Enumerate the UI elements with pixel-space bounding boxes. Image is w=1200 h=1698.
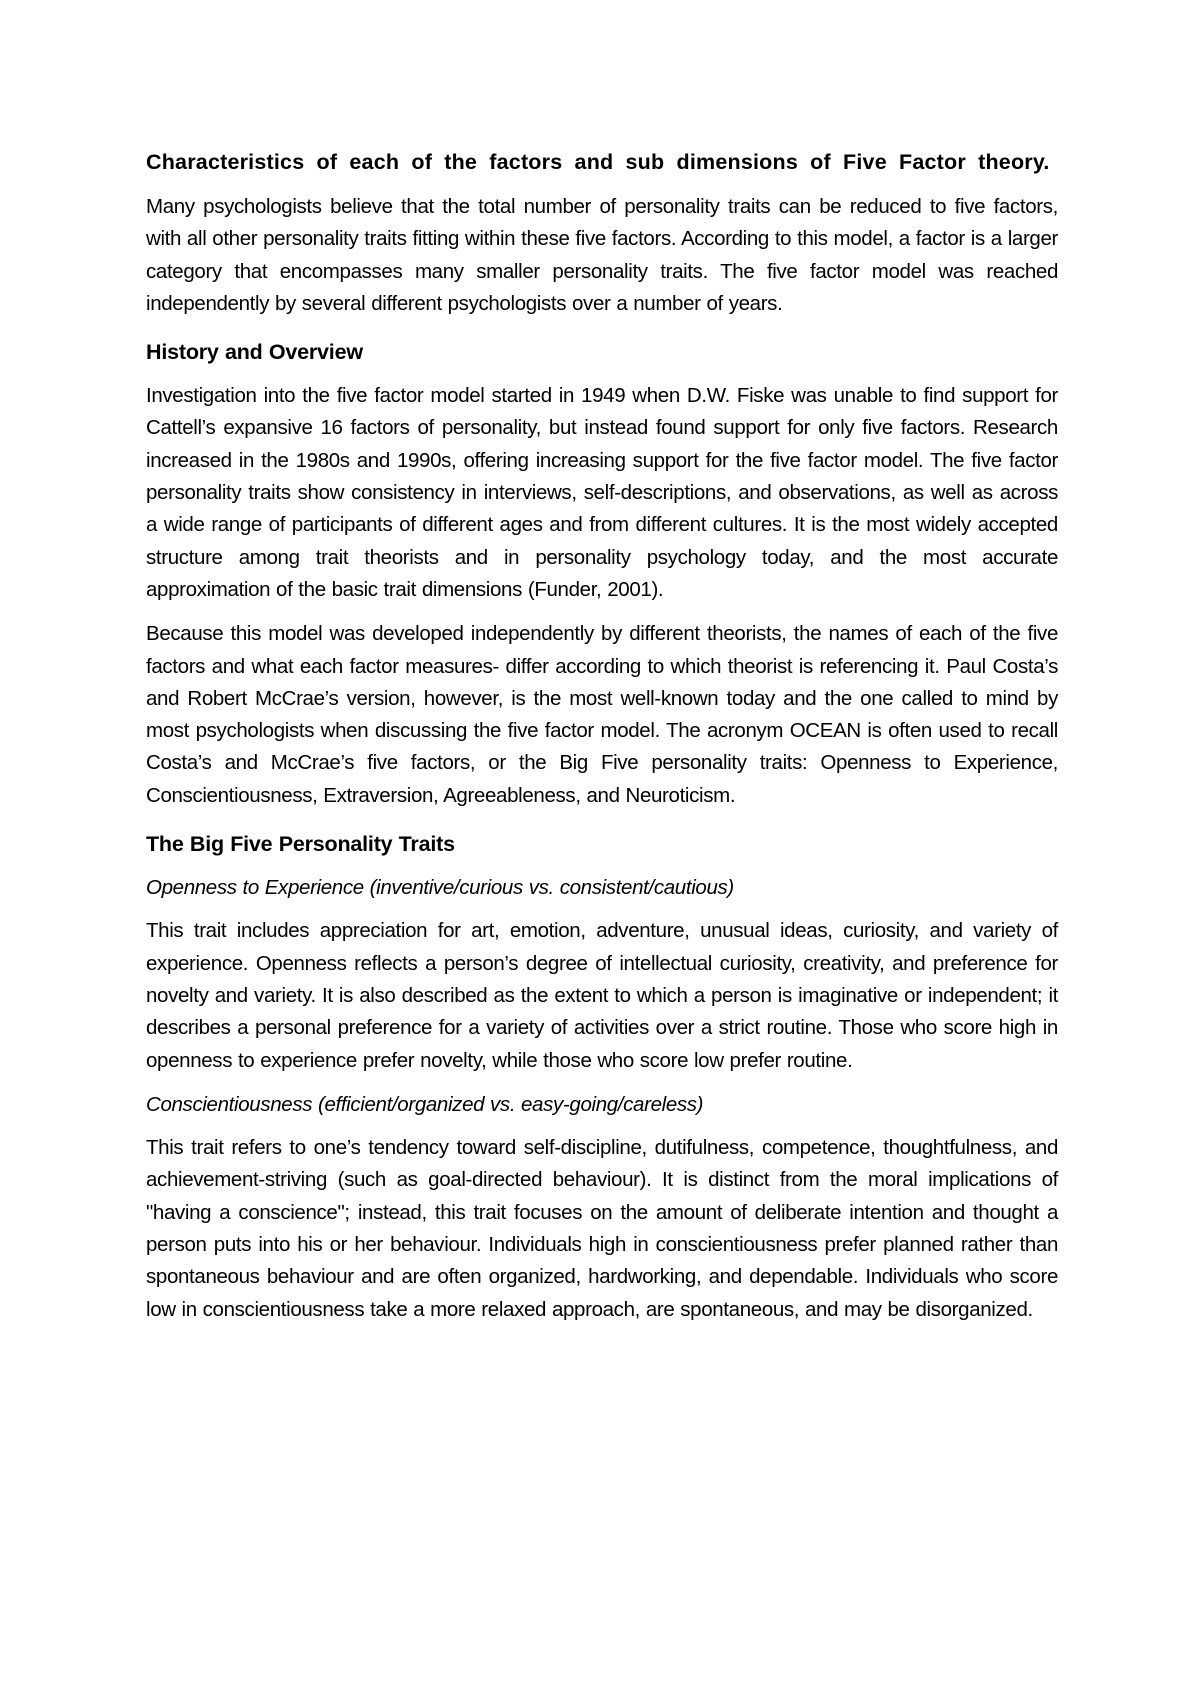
conscientiousness-subheading: Conscientiousness (efficient/organized vs. easy-going/careless)	[146, 1092, 704, 1116]
history-paragraph-2: Because this model was developed independently by different theorists, the names of each of the five factors and what each factor measures- differ according to which theorist is referencing it. Paul Costa’s and Robert McCrae’s version, however, is the most well-known today and the one called to mind by most psychologists when discussing the five factor model. The acronym OCEAN is often used to recall Costa’s and McCrae’s five factors, or the Big Five personality traits: Openness to Experience, Conscientiousness, Extraversion, Agreeableness, and Neuroticism.	[146, 622, 1058, 807]
intro-paragraph: Many psychologists believe that the total number of personality traits can be reduced to five factors, with all other personality traits fitting within these five factors. According to this model, a factor is a larger category that encompasses many smaller personality traits. The five factor model was reached independently by several different psychologists over a number of years.	[146, 195, 1058, 315]
history-paragraph-1: Investigation into the five factor model started in 1949 when D.W. Fiske was unable to find support for Cattell’s expansive 16 factors of personality, but instead found support for only five factors. Research increased in the 1980s and 1990s, offering increasing support for the five factor model. The five factor personality traits show consistency in interviews, self-descriptions, and observations, as well as across a wide range of participants of different ages and from different cultures. It is the most widely accepted structure among trait theorists and in personality psychology today, and the most accurate approximation of the basic trait dimensions (Funder, 2001).	[146, 384, 1058, 601]
document-title: Characteristics of each of the factors and sub dimensions of Five Factor theory.	[146, 150, 1050, 174]
big-five-heading: The Big Five Personality Traits	[146, 832, 455, 857]
openness-subheading: Openness to Experience (inventive/curious vs. consistent/cautious)	[146, 876, 734, 900]
history-heading: History and Overview	[146, 340, 363, 365]
conscientiousness-paragraph: This trait refers to one’s tendency toward self-discipline, dutifulness, competence, thoughtfulness, and achievement-striving (such as goal-directed behaviour). It is distinct from the moral implications of "having a conscience"; instead, this trait focuses on the amount of deliberate intention and thought a person puts into his or her behaviour. Individuals high in conscientiousness prefer planned rather than spontaneous behaviour and are often organized, hardworking, and dependable. Individuals who score low in conscientiousness take a more relaxed approach, are spontaneous, and may be disorganized.	[146, 1136, 1058, 1321]
openness-paragraph: This trait includes appreciation for art, emotion, adventure, unusual ideas, curiosity, and variety of experience. Openness reflects a person’s degree of intellectual curiosity, creativity, and preference for novelty and variety. It is also described as the extent to which a person is imaginative or independent; it describes a personal preference for a variety of activities over a strict routine. Those who score high in openness to experience prefer novelty, while those who score low prefer routine.	[146, 919, 1058, 1072]
page-content	[146, 146, 1058, 1338]
